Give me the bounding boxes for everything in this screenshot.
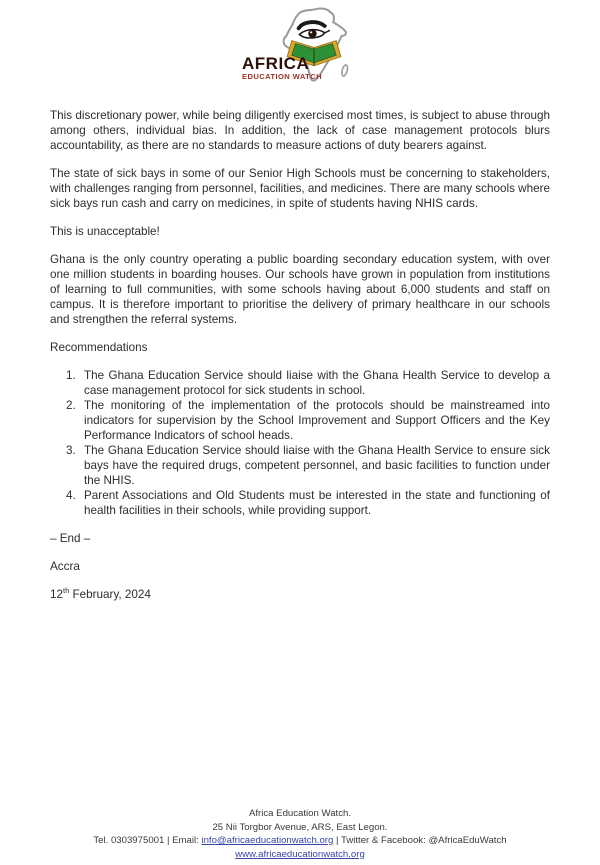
footer-contact-line [0, 834, 600, 848]
footer-address: 25 Nii Torgbor Avenue, ARS, East Legon. [212, 821, 388, 833]
date-ordinal: th [63, 586, 70, 596]
logo-title: AFRICA [242, 54, 310, 73]
date-line [50, 587, 550, 602]
list-item-text: The Ghana Education Service should liaise with the Ghana Health Service to develop a case management protocol for sick students in school. [84, 369, 550, 397]
list-item-text: Parent Associations and Old Students must be interested in the state and functioning of health facilities in their schools, while providing support. [84, 489, 550, 517]
list-item-text: The monitoring of the implementation of the protocols should be mainstreamed into indicators for supervision by the School Improvement and Support Officers and the Key Performance Indicators of school heads. [84, 399, 550, 442]
end-marker: – End – [50, 532, 91, 545]
list-item-number: 2. [66, 399, 76, 412]
list-item [50, 488, 550, 518]
list-item-number: 3. [66, 444, 76, 457]
list-item [50, 368, 550, 398]
location-line: Accra [50, 560, 80, 573]
footer-website-link[interactable]: www.africaeducationwatch.org [235, 848, 365, 860]
org-logo [242, 6, 358, 92]
date-rest: February, 2024 [69, 588, 151, 601]
list-item [50, 398, 550, 443]
recommendations-heading: Recommendations [50, 341, 148, 354]
list-item-number: 1. [66, 369, 76, 382]
paragraph-sick-bays-state: The state of sick bays in some of our Senior High Schools must be concerning to stakeholders, with challenges ranging from personnel, facilities, and medicines. There are many schools where sick bays run cash and carry on medicines, in spite of students having NHIS cards. [50, 167, 551, 210]
letter-body [50, 108, 550, 602]
list-item [50, 443, 550, 488]
paragraph-ghana-boarding: Ghana is the only country operating a public boarding secondary education system, with over one million students in boarding houses. Our schools have grown in population from institutions of learning to full communities, with some schools having about 6,000 students and staff on campus. It is therefore important to prioritise the delivery of primary healthcare in our schools and strengthen the referral systems. [50, 253, 550, 326]
paragraph-discretionary-power: This discretionary power, while being diligently exercised most times, is subject to abuse through among others, individual bias. In addition, the lack of case management protocols blurs accountability, as there are no standards to measure actions of duty bearers against. [50, 109, 550, 152]
footer-org-name: Africa Education Watch. [248, 808, 352, 819]
footer-contact-prefix: Tel. 0303975001 | Email: [93, 835, 202, 846]
list-item-number: 4. [66, 489, 76, 502]
logo-subtitle: EDUCATION WATCH [242, 72, 322, 81]
letter-footer [0, 807, 600, 861]
date-day: 12 [50, 588, 64, 601]
paragraph-unacceptable: This is unacceptable! [50, 225, 160, 238]
list-item-text: The Ghana Education Service should liaise with the Ghana Health Service to ensure sick bays have the required drugs, competent personnel, and basic facilities to function under the NHIS. [84, 444, 550, 487]
madagascar-outline [341, 64, 349, 76]
recommendations-list [50, 368, 550, 518]
footer-contact-suffix: | Twitter & Facebook: @AfricaEduWatch [333, 835, 507, 846]
footer-email-link[interactable]: info@africaeducationwatch.org [201, 835, 334, 846]
